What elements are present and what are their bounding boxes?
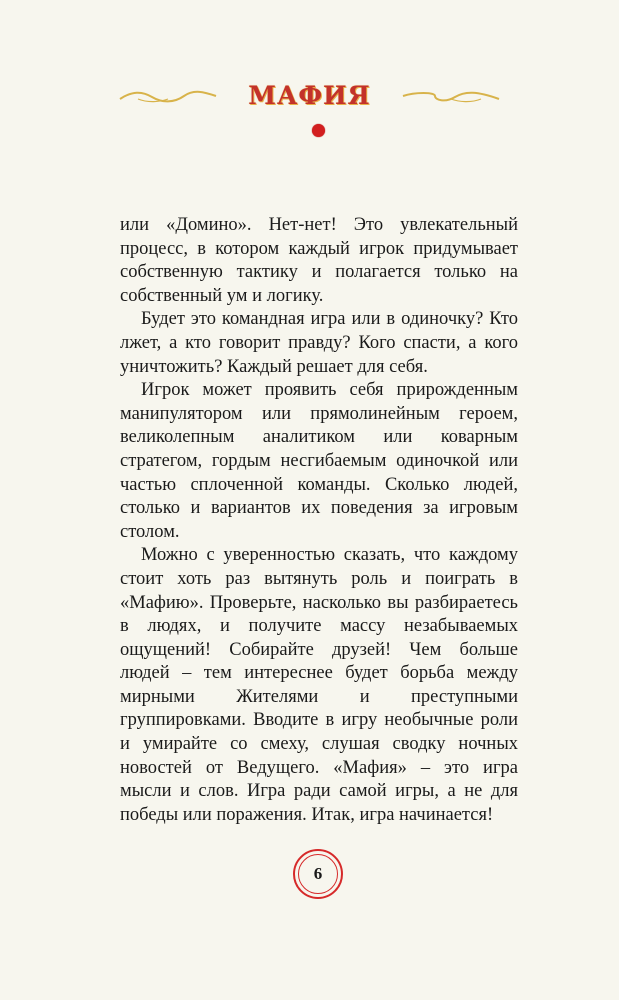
page-number: 6 [298,854,338,894]
red-dot-icon [312,124,325,137]
book-title: МАФИЯ [248,81,371,110]
paragraph: или «Домино». Нет-нет! Это увлекательный процесс, в котором каждый игрок придумывает собственную тактику и полагается только на собственный ум и логику. [120,215,518,306]
right-ornament-icon [401,88,501,106]
paragraph: Можно с уверенностью сказать, что каждому стоит хоть раз вытянуть роль и поиграть в «Мафию». Проверьте, насколько вы разбираетесь в людях, и получите массу незабываемых ощущений! Собирайте друзей! Чем больше людей – тем интереснее будет борьба между мирными Жителями и преступными группировками. Вводите в игру необычные роли и умирайте со смеху, слушая сводку ночных новостей от Ведущего. «Мафия» – это игра мысли и слов. Игра ради самой игры, а не для победы или поражения. Итак, игра начинается! [120,545,518,825]
page-header [0,78,619,118]
paragraph: Будет это командная игра или в одиночку? Кто лжет, а кто говорит правду? Кого спасти, а кого уничтожить? Каждый решает для себя. [120,309,518,377]
page-number-badge [293,849,343,899]
body-text [120,214,518,827]
paragraph: Игрок может проявить себя прирожденным манипулятором или прямолинейным героем, великолепным аналитиком или коварным стратегом, гордым несгибаемым одиночкой или частью сплоченной команды. Сколько людей, столько и вариантов их поведения за игровым столом. [120,380,518,542]
